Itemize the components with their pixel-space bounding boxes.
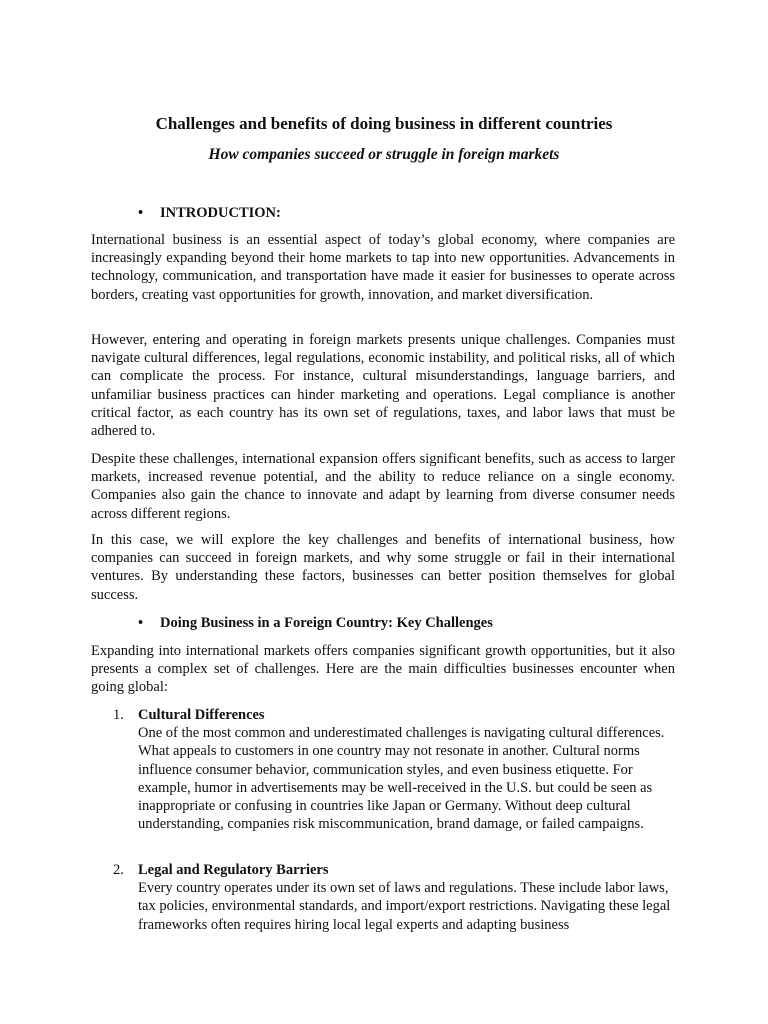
intro-paragraph-2: However, entering and operating in foreign markets presents unique challenges. Companies must navigate cultural differences, legal regulations, economic instability, and political risks, all of which can complicate the process. For instance, cultural misunderstandings, language barriers, and unfamiliar business practices can hinder marketing and operations. Legal compliance is another critical factor, as each country has its own set of regulations, taxes, and labor laws that must be adhered to. xyxy=(91,332,675,440)
list-item-body xyxy=(138,706,673,833)
challenges-intro-paragraph: Expanding into international markets offers companies significant growth opportunities, but it also presents a complex set of challenges. Here are the main difficulties businesses encounter when going global: xyxy=(91,643,675,696)
list-item-text: Every country operates under its own set of laws and regulations. These include labor laws, tax policies, environmental standards, and import/export restrictions. Navigating these legal frameworks often requires hiring local legal experts and adapting business xyxy=(138,880,671,933)
bullet-icon: • xyxy=(138,615,144,631)
page-title: Challenges and benefits of doing business in different countries xyxy=(155,114,613,133)
intro-paragraph-1: International business is an essential aspect of today’s global economy, where companies are increasingly expanding beyond their home markets to tap into new opportunities. Advancements in technology, communication, and transportation have made it easier for businesses to operate across borders, creating vast opportunities for growth, innovation, and market diversification. xyxy=(91,232,675,303)
list-item-body xyxy=(138,861,673,934)
intro-paragraph-4: In this case, we will explore the key challenges and benefits of international business, how companies can succeed in foreign markets, and why some struggle or fail in their international ventures. By understanding these factors, businesses can better position themselves for global success. xyxy=(91,532,675,603)
list-item-title: Cultural Differences xyxy=(138,707,265,723)
list-item-text: One of the most common and underestimated challenges is navigating cultural differences. What appeals to customers in one country may not resonate in another. Cultural norms influence consumer behavior, communication styles, and even business etiquette. For example, humor in advertisements may be well-received in the U.S. but could be seen as inappropriate or confusing in countries like Japan or Germany. Without deep cultural understanding, companies risk miscommunication, brand damage, or failed campaigns. xyxy=(138,725,665,833)
section-heading-text: Doing Business in a Foreign Country: Key Challenges xyxy=(160,615,493,631)
page-subtitle: How companies succeed or struggle in foreign markets xyxy=(208,146,560,163)
bullet-icon: • xyxy=(138,205,144,221)
list-item-title: Legal and Regulatory Barriers xyxy=(138,862,329,878)
intro-paragraph-3: Despite these challenges, international expansion offers significant benefits, such as access to larger markets, increased revenue potential, and the ability to reduce reliance on a single economy. Companies also gain the chance to innovate and adapt by learning from diverse consumer needs across different regions. xyxy=(91,451,675,522)
section-heading-text: INTRODUCTION: xyxy=(160,205,281,221)
list-item-number: 1. xyxy=(113,707,124,723)
list-item-number: 2. xyxy=(113,862,124,878)
